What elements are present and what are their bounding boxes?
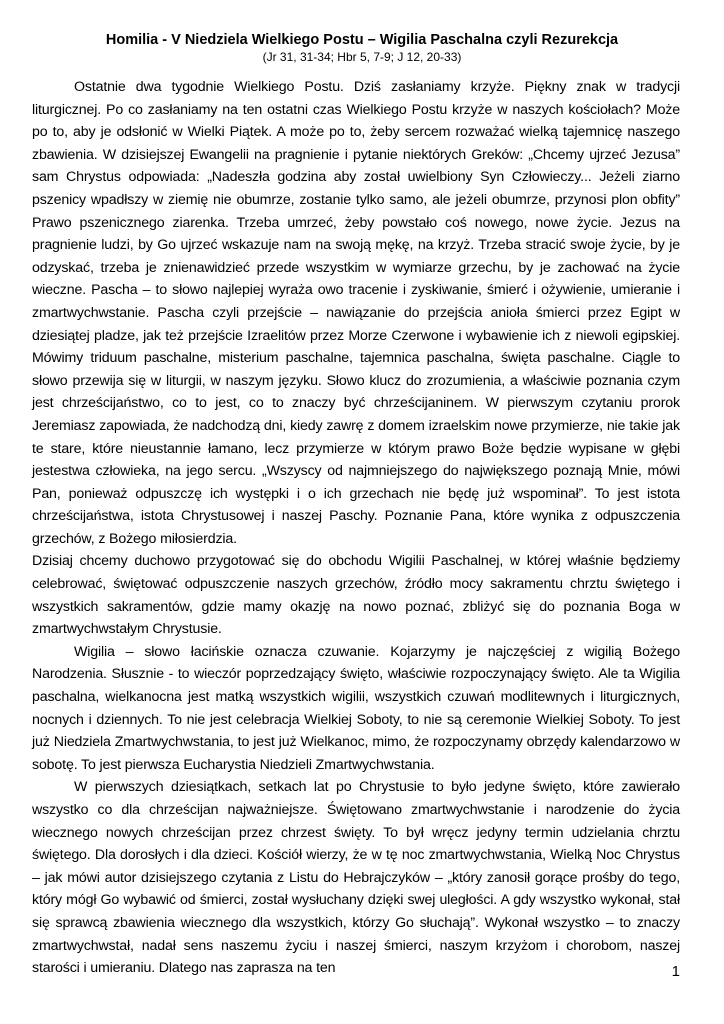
paragraph-4: W pierwszych dziesiątkach, setkach lat po Chrystusie to było jedyne święto, które zawierało wszystko co dla chrześcijan najważniejsze. Świętowano zmartwychwstanie i narodzenie do życia wiecznego nowych chrześcijan przez chrzest święty. To był wręcz jedyny termin udzielania chrztu świętego. Dla dorosłych i dla dzieci. Kościół wierzy, że w tę noc zmartwychwstania, Wielką Noc Chrystus – jak mówi autor dzisiejszego czytania z Listu do Hebrajczyków – „który zanosił gorące prośby do tego, który mógł Go wybawić od śmierci, został wysłuchany dzięki swej uległości. A gdy wszystko wykonał, stał się sprawcą zbawienia wiecznego dla wszystkich, którzy Go słuchają”. Wykonał wszystko – to znaczy zmartwychwstał, nadał sens naszemu życiu i naszej śmierci, naszym krzyżom i chorobom, naszej starości i umieraniu. Dlatego nas zaprasza na ten xyxy=(32,779,680,977)
paragraph-3: Wigilia – słowo łacińskie oznacza czuwanie. Kojarzymy je najczęściej z wigilią Bożego Narodzenia. Słusznie - to wieczór poprzedzający święto, właściwie rozpoczynający święto. Ale ta Wigilia paschalna, wielkanocna jest matką wszystkich wigilii, wszystkich czuwań modlitewnych i liturgicznych, nocnych i dziennych. To nie jest celebracja Wielkiej Soboty, to nie są ceremonie Wielkiej Soboty. To jest już Niedziela Zmartwychwstania, to jest już Wielkanoc, mimo, że rozpoczynamy obrzędy kalendarzowo w sobotę. To jest pierwsza Eucharystia Niedzieli Zmartwychwstania. xyxy=(32,643,680,773)
homily-body xyxy=(32,76,680,980)
paragraph-1: Ostatnie dwa tygodnie Wielkiego Postu. Dziś zasłaniamy krzyże. Piękny znak w tradycji liturgicznej. Po co zasłaniamy na ten ostatni czas Wielkiego Postu krzyże w naszych kościołach? Może po to, aby je odsłonić w Wielki Piątek. A może po to, żeby sercem rozważać wielką tajemnicę naszego zbawienia. W dzisiejszej Ewangelii na pragnienie i pytanie niektórych Greków: „Chcemy ujrzeć Jezusa” sam Chrystus odpowiada: „Nadeszła godzina aby został uwielbiony Syn Człowieczy... Jeżeli ziarno pszenicy wpadłszy w ziemię nie obumrze, zostanie tylko samo, ale jeżeli obumrze, przynosi plon obfity” Prawo pszenicznego ziarenka. Trzeba umrzeć, żeby powstało coś nowego, nowe życie. Jezus na pragnienie ludzi, by Go ujrzeć wskazuje nam na swoją mękę, na krzyż. Trzeba stracić swoje życie, by je odzyskać, trzeba je znienawidzieć przede wszystkim w wymiarze grzechu, by je zachować na życie wieczne. Pascha – to słowo najlepiej wyraża owo tracenie i zyskiwanie, śmierć i ożywienie, umieranie i zmartwychwstanie. Pascha czyli przejście – nawiązanie do przejścia anioła śmierci przez Egipt w dziesiątej pladze, jak też przejście Izraelitów przez Morze Czerwone i wybawienie ich z niewoli egipskiej. Mówimy triduum paschalne, misterium paschalne, tajemnica paschalna, święta paschalne. Ciągle to słowo przewija się w liturgii, w naszym języku. Słowo klucz do zrozumienia, a właściwie poznania czym jest chrześcijaństwo, co to jest, co to znaczy być chrześcijaninem. W pierwszym czytaniu prorok Jeremiasz zapowiada, że nadchodzą dni, kiedy zawrę z domem izraelskim nowe przymierze, nie takie jak te stare, które nieustannie łamano, lecz przymierze w którym prawo Boże będzie wypisane w głębi jestestwa człowieka, na jego sercu. „Wszyscy od najmniejszego do największego poznają Mnie, mówi Pan, ponieważ odpuszczę ich występki i o ich grzechach nie będę już wspominał”. To jest istota chrześcijaństwa, istota Chrystusowej i naszej Paschy. Poznanie Pana, które wynika z odpuszczenia grzechów, z Bożego miłosierdzia. xyxy=(32,79,680,547)
paragraph-2: Dzisiaj chcemy duchowo przygotować się do obchodu Wigilii Paschalnej, w której właśnie będziemy celebrować, świętować odpuszczenie naszych grzechów, źródło mocy sakramentu chrztu świętego i wszystkich sakramentów, gdzie mamy okazję na nowo poznać, zbliżyć się do poznania Boga w zmartwychwstałym Chrystusie. xyxy=(32,553,680,638)
homily-title: Homilia - V Niedziela Wielkiego Postu – Wigilia Paschalna czyli Rezurekcja xyxy=(105,32,619,48)
page-number: 1 xyxy=(671,963,680,980)
scripture-references: (Jr 31, 31-34; Hbr 5, 7-9; J 12, 20-33) xyxy=(262,50,462,64)
